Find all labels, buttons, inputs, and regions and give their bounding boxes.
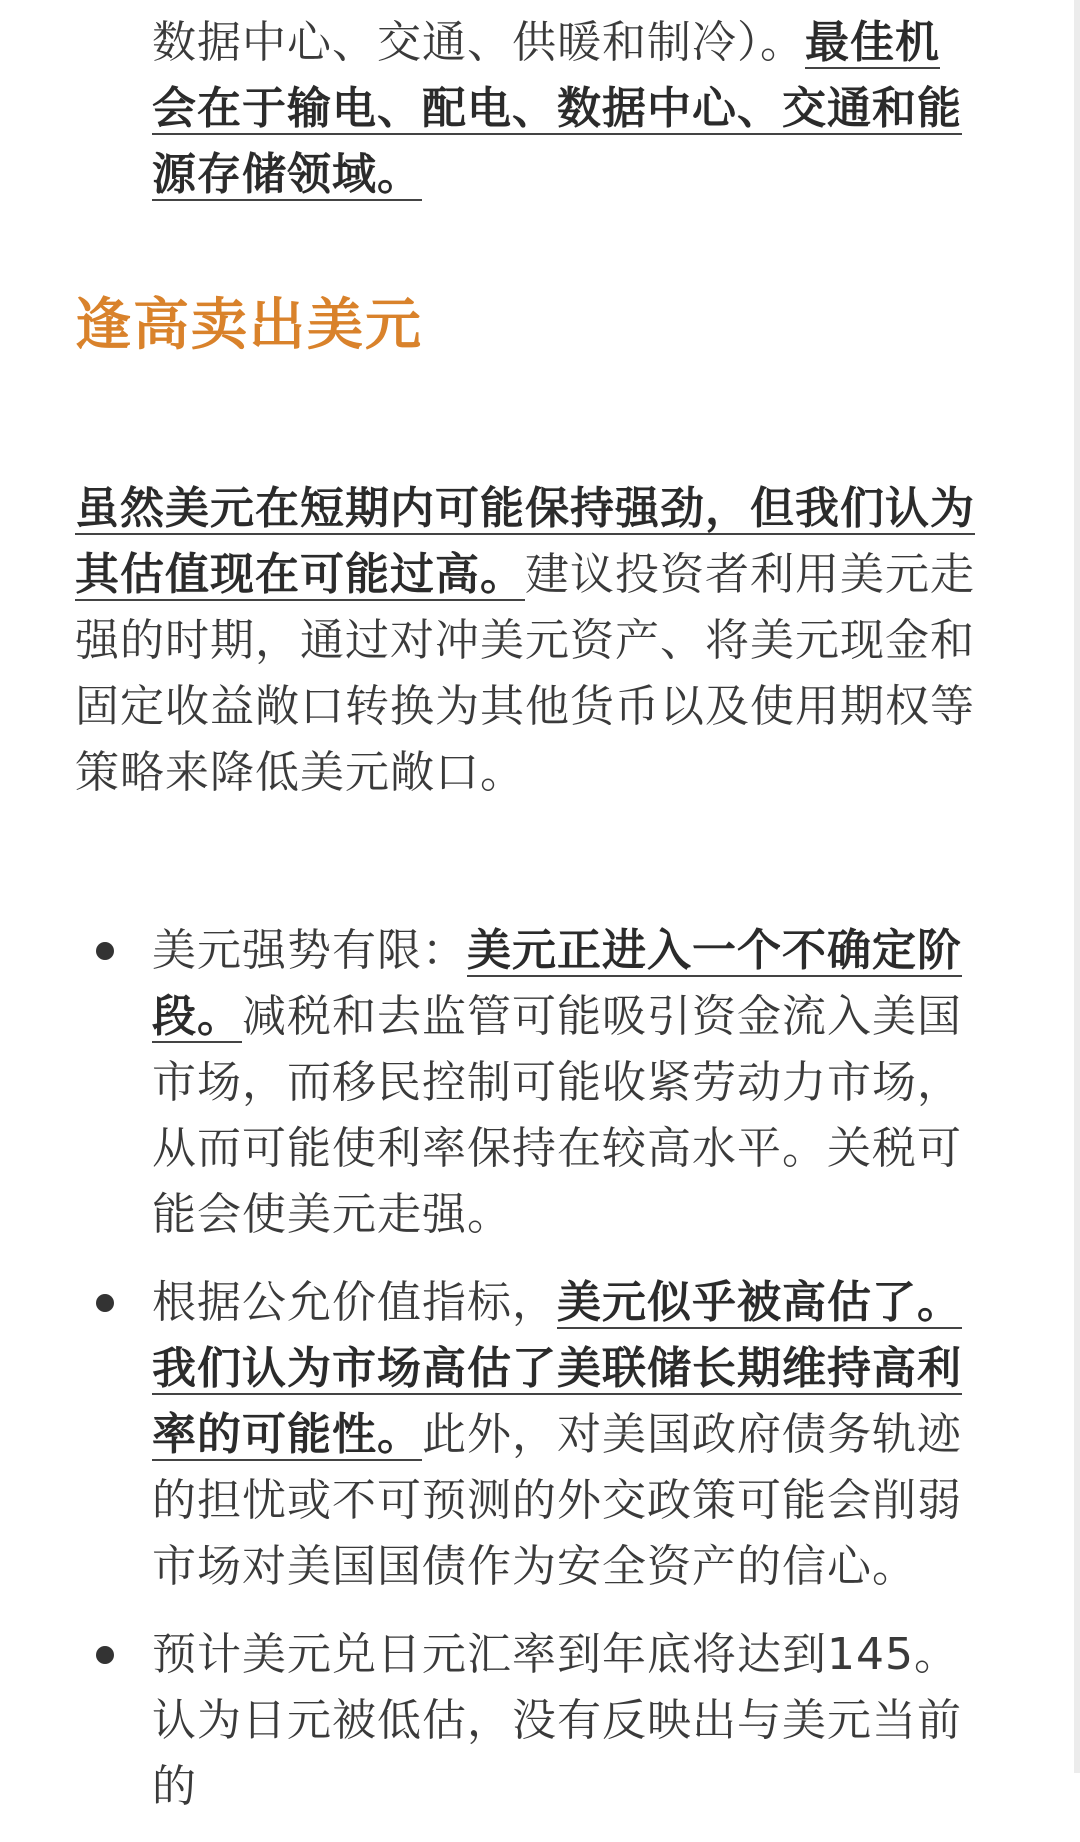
bullet-prefix: 根据公允价值指标， [152, 1277, 557, 1328]
list-item [0, 1270, 982, 1600]
bullet-emphasis: 美元似乎被高估了。我们认为市场高估了美联储长期维持高利率的可能性。 [152, 1277, 962, 1460]
lead-emphasis: 虽然美元在短期内可能保持强劲，但我们认为其估值现在可能过高。 [75, 483, 975, 600]
bullet-emphasis: 美元正进入一个不确定阶段。 [152, 925, 962, 1042]
lead-text: 建议投资者利用美元走强的时期，通过对冲美元资产、将美元现金和固定收益敞口转换为其他货币以及使用期权等策略来降低美元敞口。 [75, 549, 975, 798]
bullet-dot-icon [96, 1646, 114, 1664]
bullet-dot-icon [96, 942, 114, 960]
page-edge-divider [1074, 0, 1080, 1773]
bullet-text: 减税和去监管可能吸引资金流入美国市场，而移民控制可能收紧劳动力市场，从而可能使利率保持在较高水平。关税可能会使美元走强。 [152, 991, 962, 1240]
intro-emphasis: 最佳机会在于输电、配电、数据中心、交通和能源存储领域。 [152, 17, 962, 200]
intro-text: 数据中心、交通、供暖和制冷）。 [152, 17, 805, 68]
bullet-prefix: 美元强势有限： [152, 925, 467, 976]
bullet-list [0, 918, 1080, 1842]
section-heading: 逢高卖出美元 [75, 293, 423, 358]
list-item [0, 1622, 982, 1820]
list-item [0, 918, 982, 1248]
bullet-text: 此外，对美国政府债务轨迹的担忧或不可预测的外交政策可能会削弱市场对美国国债作为安全资产的信心。 [152, 1409, 962, 1592]
lead-paragraph [75, 476, 985, 806]
intro-paragraph [152, 10, 972, 208]
bullet-dot-icon [96, 1294, 114, 1312]
bullet-prefix: 预计美元兑日元汇率到年底将达到145。认为日元被低估，没有反映出与美元当前的 [152, 1629, 962, 1812]
